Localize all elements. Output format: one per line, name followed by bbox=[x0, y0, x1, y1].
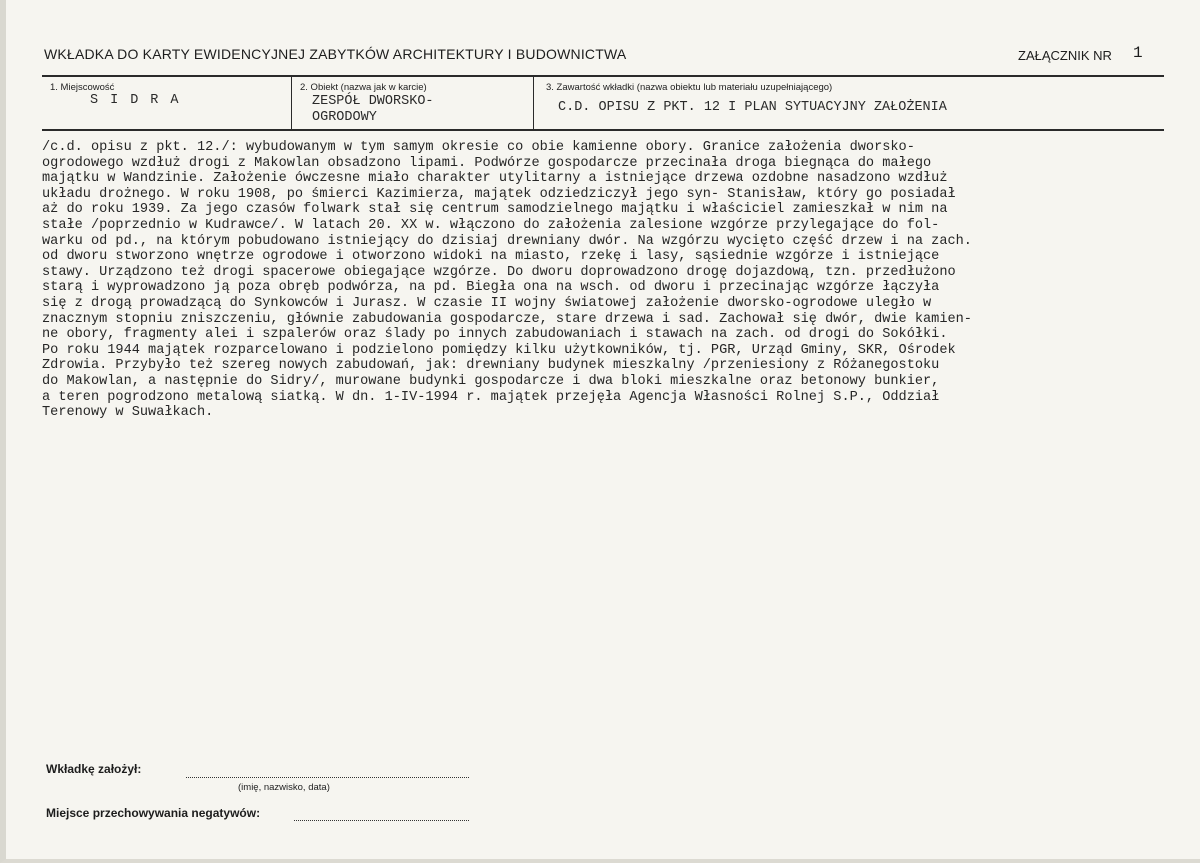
locality-label: 1. Miejscowość bbox=[50, 82, 115, 93]
object-label: 2. Obiekt (nazwa jak w karcie) bbox=[300, 82, 427, 93]
insert-author-hint: (imię, nazwisko, data) bbox=[238, 782, 330, 793]
description-line: stawy. Urządzono też drogi spacerowe obiegające wzgórze. Do dworu doprowadzono drogę dojazdową, tzn. przedłużono bbox=[42, 264, 956, 280]
content-label: 3. Zawartość wkładki (nazwa obiektu lub materiału uzupełniającego) bbox=[546, 82, 833, 93]
header-rule bbox=[42, 75, 1164, 77]
description-line: się z drogą prowadzącą do Synkowców i Jurasz. W czasie II wojny światowej założenie dworsko-ogrodowe uległo w bbox=[42, 295, 932, 311]
description-line: ogrodowego wzdłuż drogi z Makowlan obsadzono lipami. Podwórze gospodarcze przecinała droga biegnąca do małego bbox=[42, 155, 932, 171]
description-line: Terenowy w Suwałkach. bbox=[42, 405, 214, 421]
description-line: /c.d. opisu z pkt. 12./: wybudowanym w tym samym okresie co obie kamienne obory. Granice założenia dworsko- bbox=[42, 140, 915, 155]
object-value-line1: ZESPÓŁ DWORSKO- bbox=[312, 94, 434, 109]
object-value-line2: OGRODOWY bbox=[312, 110, 377, 125]
description-line: układu drożnego. W roku 1908, po śmierci Kazimierza, majątek odziedziczył jego syn- Stanisław, który go posiadał bbox=[42, 186, 956, 202]
description-line: ne obory, fragmenty alei i szpalerów oraz ślady po innych zabudowaniach i stawach na zach. od drogi do Sokółki. bbox=[42, 327, 948, 343]
description-line: Po roku 1944 majątek rozparcelowano i podzielono pomiędzy kilku użytkowników, tj. PGR, Urząd Gminy, SKR, Ośrodek bbox=[42, 342, 956, 358]
description-line: majątku w Wandzinie. Założenie ówczesne miało charakter utylitarny a istniejące drzewa ozdobne nasadzono wzdłuż bbox=[42, 171, 948, 187]
description-line: do Makowlan, a następnie do Sidry/, murowane budynki gospodarcze i dwa bloki mieszkalne oraz betonowy bunkier, bbox=[42, 373, 940, 389]
field-divider-1 bbox=[291, 77, 292, 129]
annex-label: ZAŁĄCZNIK NR bbox=[1018, 48, 1112, 63]
description-line: aż do roku 1939. Za jego czasów folwark stał się centrum samodzielnego majątku i właściciel zamieszkał w nim na bbox=[42, 202, 948, 218]
insert-author-line bbox=[186, 777, 469, 778]
description-line: znacznym stopniu zniszczeniu, głównie zabudowania gospodarcze, stare drzewa i sad. Zachował się dwór, dwie kamien- bbox=[42, 311, 972, 327]
content-value: C.D. OPISU Z PKT. 12 I PLAN SYTUACYJNY ZAŁOŻENIA bbox=[558, 100, 947, 115]
description-text bbox=[42, 140, 1192, 421]
locality-value: SIDRA bbox=[90, 93, 191, 108]
description-line: warku od pd., na którym pobudowano istniejący do dzisiaj drewniany dwór. Na wzgórzu wycięto część drzew i na zach. bbox=[42, 233, 972, 249]
description-line: od dworu stworzono wnętrze ogrodowe i otworzono widoki na miasto, rzekę i lasy, sąsiednie wzgórze i istniejące bbox=[42, 249, 940, 265]
form-title: WKŁADKA DO KARTY EWIDENCYJNEJ ZABYTKÓW ARCHITEKTURY I BUDOWNICTWA bbox=[44, 46, 627, 62]
description-line: stałe /poprzednio w Kudrawce/. W latach 20. XX w. włączono do założenia zalesione wzgórze przylegające do fol- bbox=[42, 217, 940, 233]
insert-author-label: Wkładkę założył: bbox=[46, 762, 142, 776]
field-divider-2 bbox=[533, 77, 534, 129]
description-line: starą i wyprowadzono ją poza obręb podwórza, na pd. Biegła ona na wsch. od dworu i przecinając wzgórze łączyła bbox=[42, 280, 940, 296]
description-line: a teren pogrodzono metalową siatką. W dn. 1-IV-1994 r. majątek przejęła Agencja Własności Rolnej S.P., Oddział bbox=[42, 389, 940, 405]
negatives-location-line bbox=[294, 820, 469, 821]
annex-number: 1 bbox=[1133, 44, 1143, 62]
fields-rule bbox=[42, 129, 1164, 131]
negatives-location-label: Miejsce przechowywania negatywów: bbox=[46, 806, 261, 820]
description-line: Zdrowia. Przybyło też szereg nowych zabudowań, jak: drewniany budynek mieszkalny /przeniesiony z Różanegostoku bbox=[42, 358, 940, 374]
